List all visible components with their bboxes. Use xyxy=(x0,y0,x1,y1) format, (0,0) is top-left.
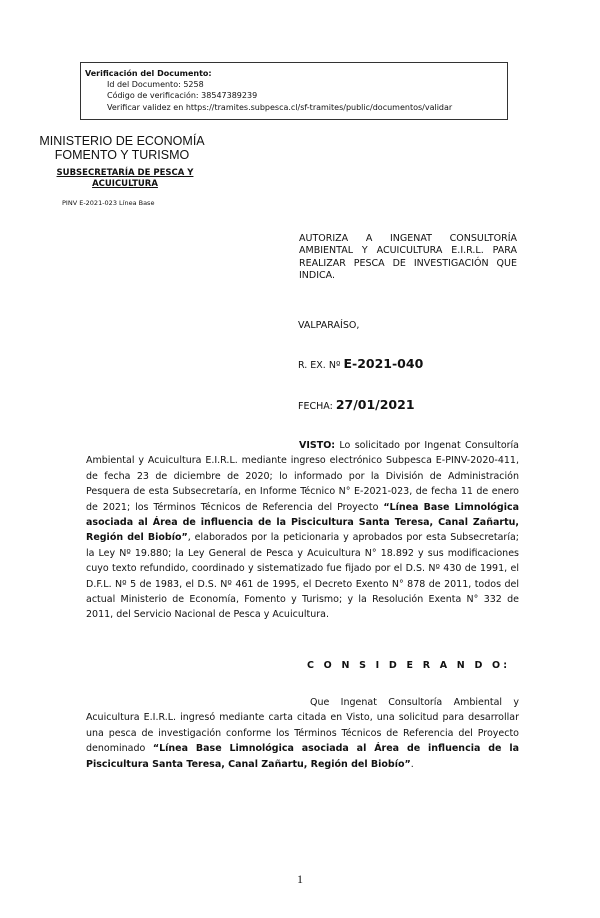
place-label: VALPARAÍSO, xyxy=(298,320,360,331)
date-value: 27/01/2021 xyxy=(335,397,415,412)
visto-text-1: Lo solicitado por Ingenat Consultoría Ambiental y Acuicultura E.I.R.L. mediante ingreso electrónico Subpesca E-PINV-2020-411, de fecha 23 de diciembre de 2020; lo informado por la División de Administración Pesquera de esta Subsecretaría, en Informe Técnico N° E-2021-023, de fecha 11 de enero de 2021; los Términos Técnicos de Referencia del Proyecto xyxy=(86,440,519,513)
resolution-date xyxy=(298,397,415,412)
verification-title: Verificación del Documento: xyxy=(85,69,212,78)
reference-code: PINV E-2021-023 Línea Base xyxy=(62,199,155,207)
considerando-project-title: “Línea Base Limnológica asociada al Área de influencia de la Piscicultura Santa Teresa, Canal Zañartu, Región del Biobío” xyxy=(86,743,519,770)
resolution-label: R. EX. Nº xyxy=(298,360,341,371)
visto-text-2: , elaborados por la peticionaria y aprobados por esta Subsecretaría; la Ley Nº 19.880; la Ley General de Pesca y Acuicultura N° 18.892 y sus modificaciones cuyo texto refundido, coordinado y sistematizado fue fijado por el D.S. Nº 430 de 1991, el D.F.L. Nº 5 de 1983, el D.S. Nº 461 de 1995, el Decreto Exento N° 878 de 2011, todos del actual Ministerio de Economía, Fomento y Turismo; y la Resolución Exenta N° 332 de 2011, del Servicio Nacional de Pesca y Acuicultura. xyxy=(86,532,520,621)
verification-url-item[interactable]: • Verificar validez en https://tramites.subpesca.cl/sf-tramites/public/documentos/validar xyxy=(107,102,501,113)
document-id-item: • Id del Documento: 5258 xyxy=(107,79,501,90)
resolution-subject: AUTORIZA A INGENAT CONSULTORÍA AMBIENTAL Y ACUICULTURA E.I.R.L. PARA REALIZAR PESCA DE INVESTIGACIÓN QUE INDICA. xyxy=(299,233,517,282)
ministry-line-1: MINISTERIO DE ECONOMÍA xyxy=(39,134,205,148)
page-number: 1 xyxy=(297,872,303,886)
visto-label: VISTO: xyxy=(299,440,336,451)
verification-box xyxy=(80,62,508,120)
considerando-text-1: Que Ingenat Consultoría Ambiental y Acuicultura E.I.R.L. ingresó mediante carta citada en Visto, una solicitud para desarrollar una pesca de investigación conforme los Términos Técnicos de Referencia del Proyecto denominado xyxy=(86,697,519,755)
visto-paragraph xyxy=(86,438,519,623)
considerando-text-2: . xyxy=(410,758,414,770)
subsecretaria-name: SUBSECRETARÍA DE PESCA Y ACUICULTURA xyxy=(56,168,194,189)
considerando-heading: C O N S I D E R A N D O: xyxy=(307,660,511,671)
ministry-line-2: FOMENTO Y TURISMO xyxy=(54,148,190,162)
visto-project-title: “Línea Base Limnológica asociada al Área de influencia de la Piscicultura Santa Teresa, Canal Zañartu, Región del Biobío” xyxy=(86,501,519,544)
considerando-paragraph xyxy=(86,695,519,772)
ministry-name xyxy=(22,134,222,162)
resolution-number xyxy=(298,356,423,371)
verification-list xyxy=(85,79,501,113)
date-label: FECHA: xyxy=(298,401,333,412)
resolution-number-value: E-2021-040 xyxy=(343,356,424,371)
verification-code-item: • Código de verificación: 38547389239 xyxy=(107,90,501,101)
